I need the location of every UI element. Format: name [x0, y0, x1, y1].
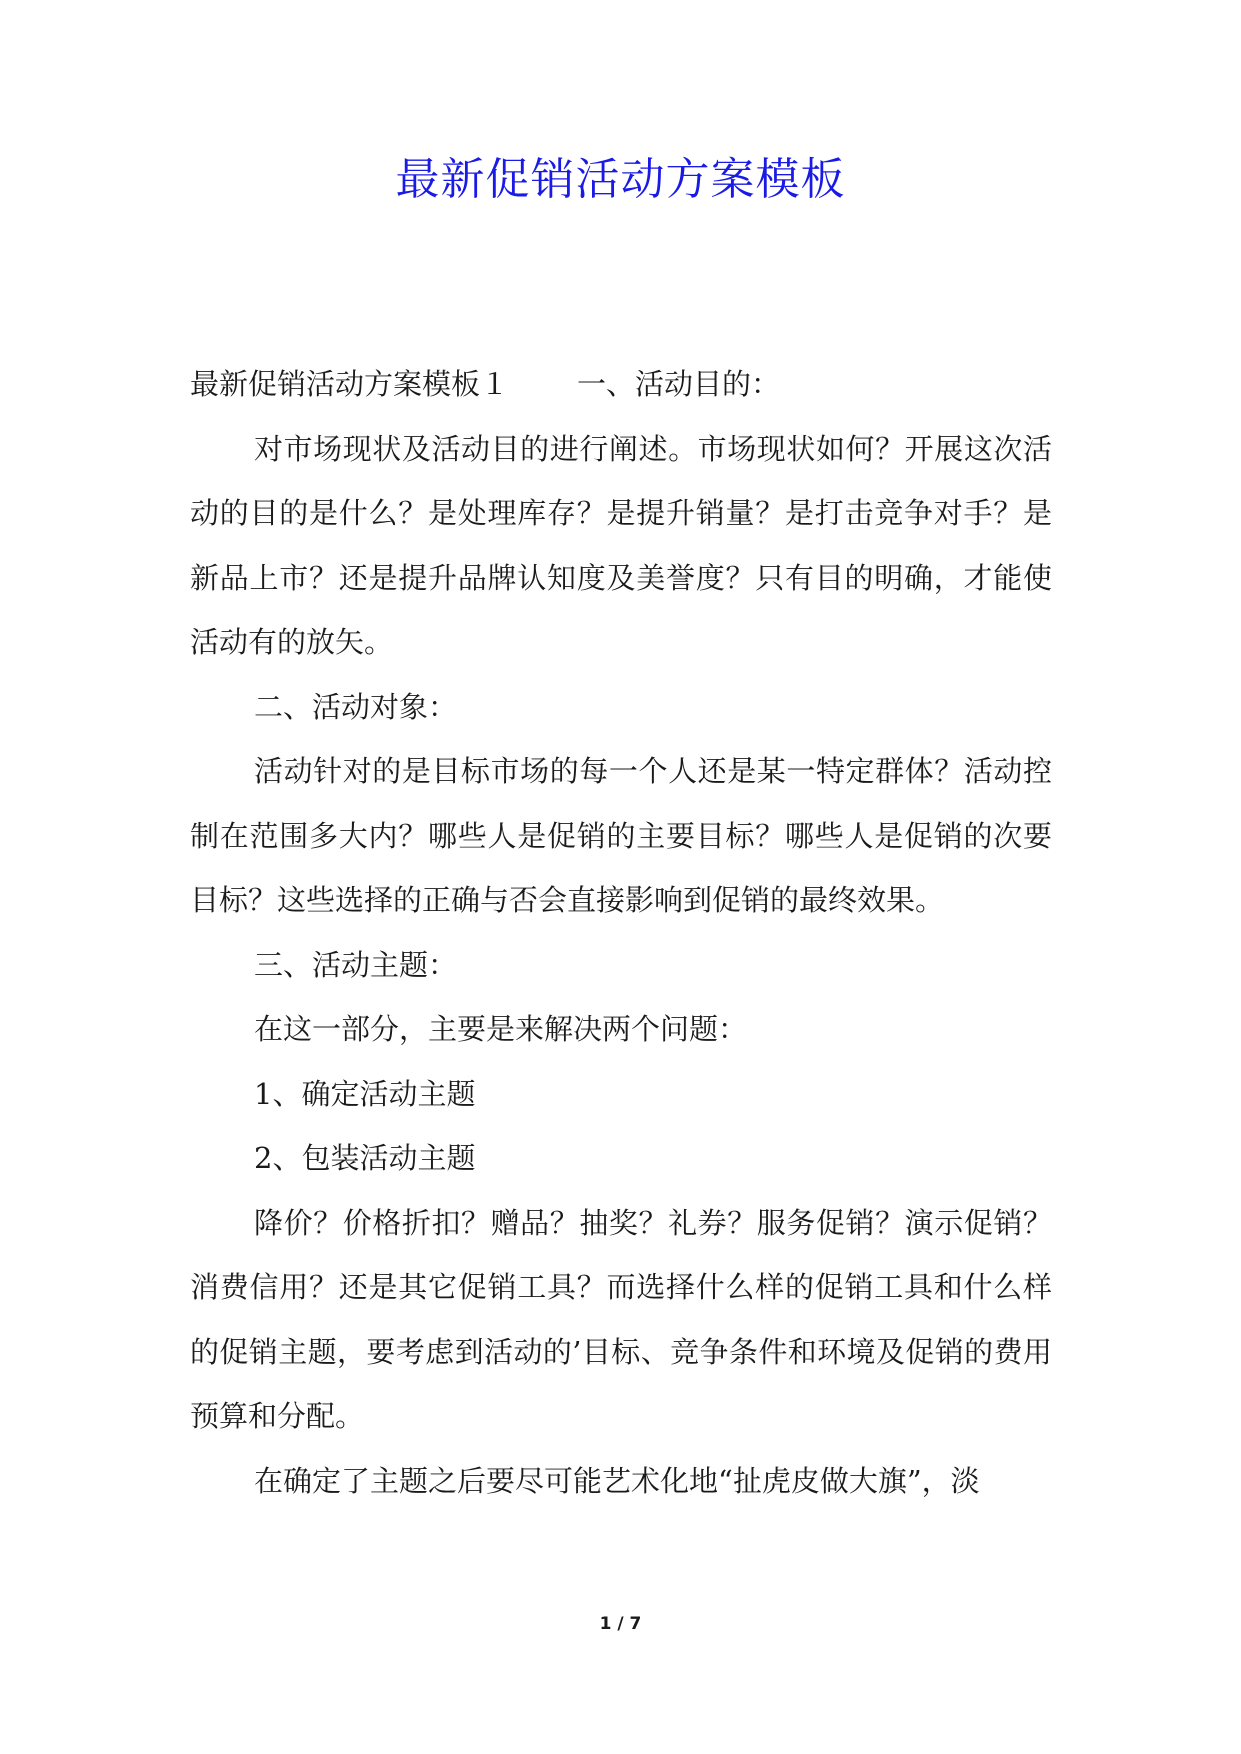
section3-heading: 三、活动主题： — [254, 947, 458, 982]
paragraph-4: 降价？价格折扣？赠品？抽奖？礼券？服务促销？演示促销？消费信用？还是其它促销工具？而选择什么样的促销工具和什么样的促销主题，要考虑到活动的’目标、竞争条件和环境及促销的费用预算和分配。 — [190, 1205, 1052, 1433]
paragraph-1: 对市场现状及活动目的进行阐述。市场现状如何？开展这次活动的目的是什么？是处理库存？是提升销量？是打击竞争对手？是新品上市？还是提升品牌认知度及美誉度？只有目的明确，才能使活动有的放矢。 — [190, 431, 1052, 659]
document-title: 最新促销活动方案模板 — [395, 154, 846, 205]
list-item-1: 1、确定活动主题 — [254, 1076, 476, 1111]
section1-heading: 一、活动目的： — [577, 367, 781, 401]
document-body — [190, 352, 1052, 1513]
paragraph-2: 活动针对的是目标市场的每一个人还是某一特定群体？活动控制在范围多大内？哪些人是促销的主要目标？哪些人是促销的次要目标？这些选择的正确与否会直接影响到促销的最终效果。 — [190, 754, 1052, 917]
paragraph-3: 在这一部分，主要是来解决两个问题： — [254, 1012, 748, 1046]
intro-line — [190, 352, 1052, 417]
page-number: 1 / 7 — [599, 1614, 642, 1634]
intro-heading: 最新促销活动方案模板１ — [190, 367, 510, 401]
section2-heading: 二、活动对象： — [254, 689, 458, 724]
paragraph-5: 在确定了主题之后要尽可能艺术化地“扯虎皮做大旗”，淡 — [254, 1463, 980, 1498]
list-item-2: 2、包装活动主题 — [254, 1141, 476, 1175]
